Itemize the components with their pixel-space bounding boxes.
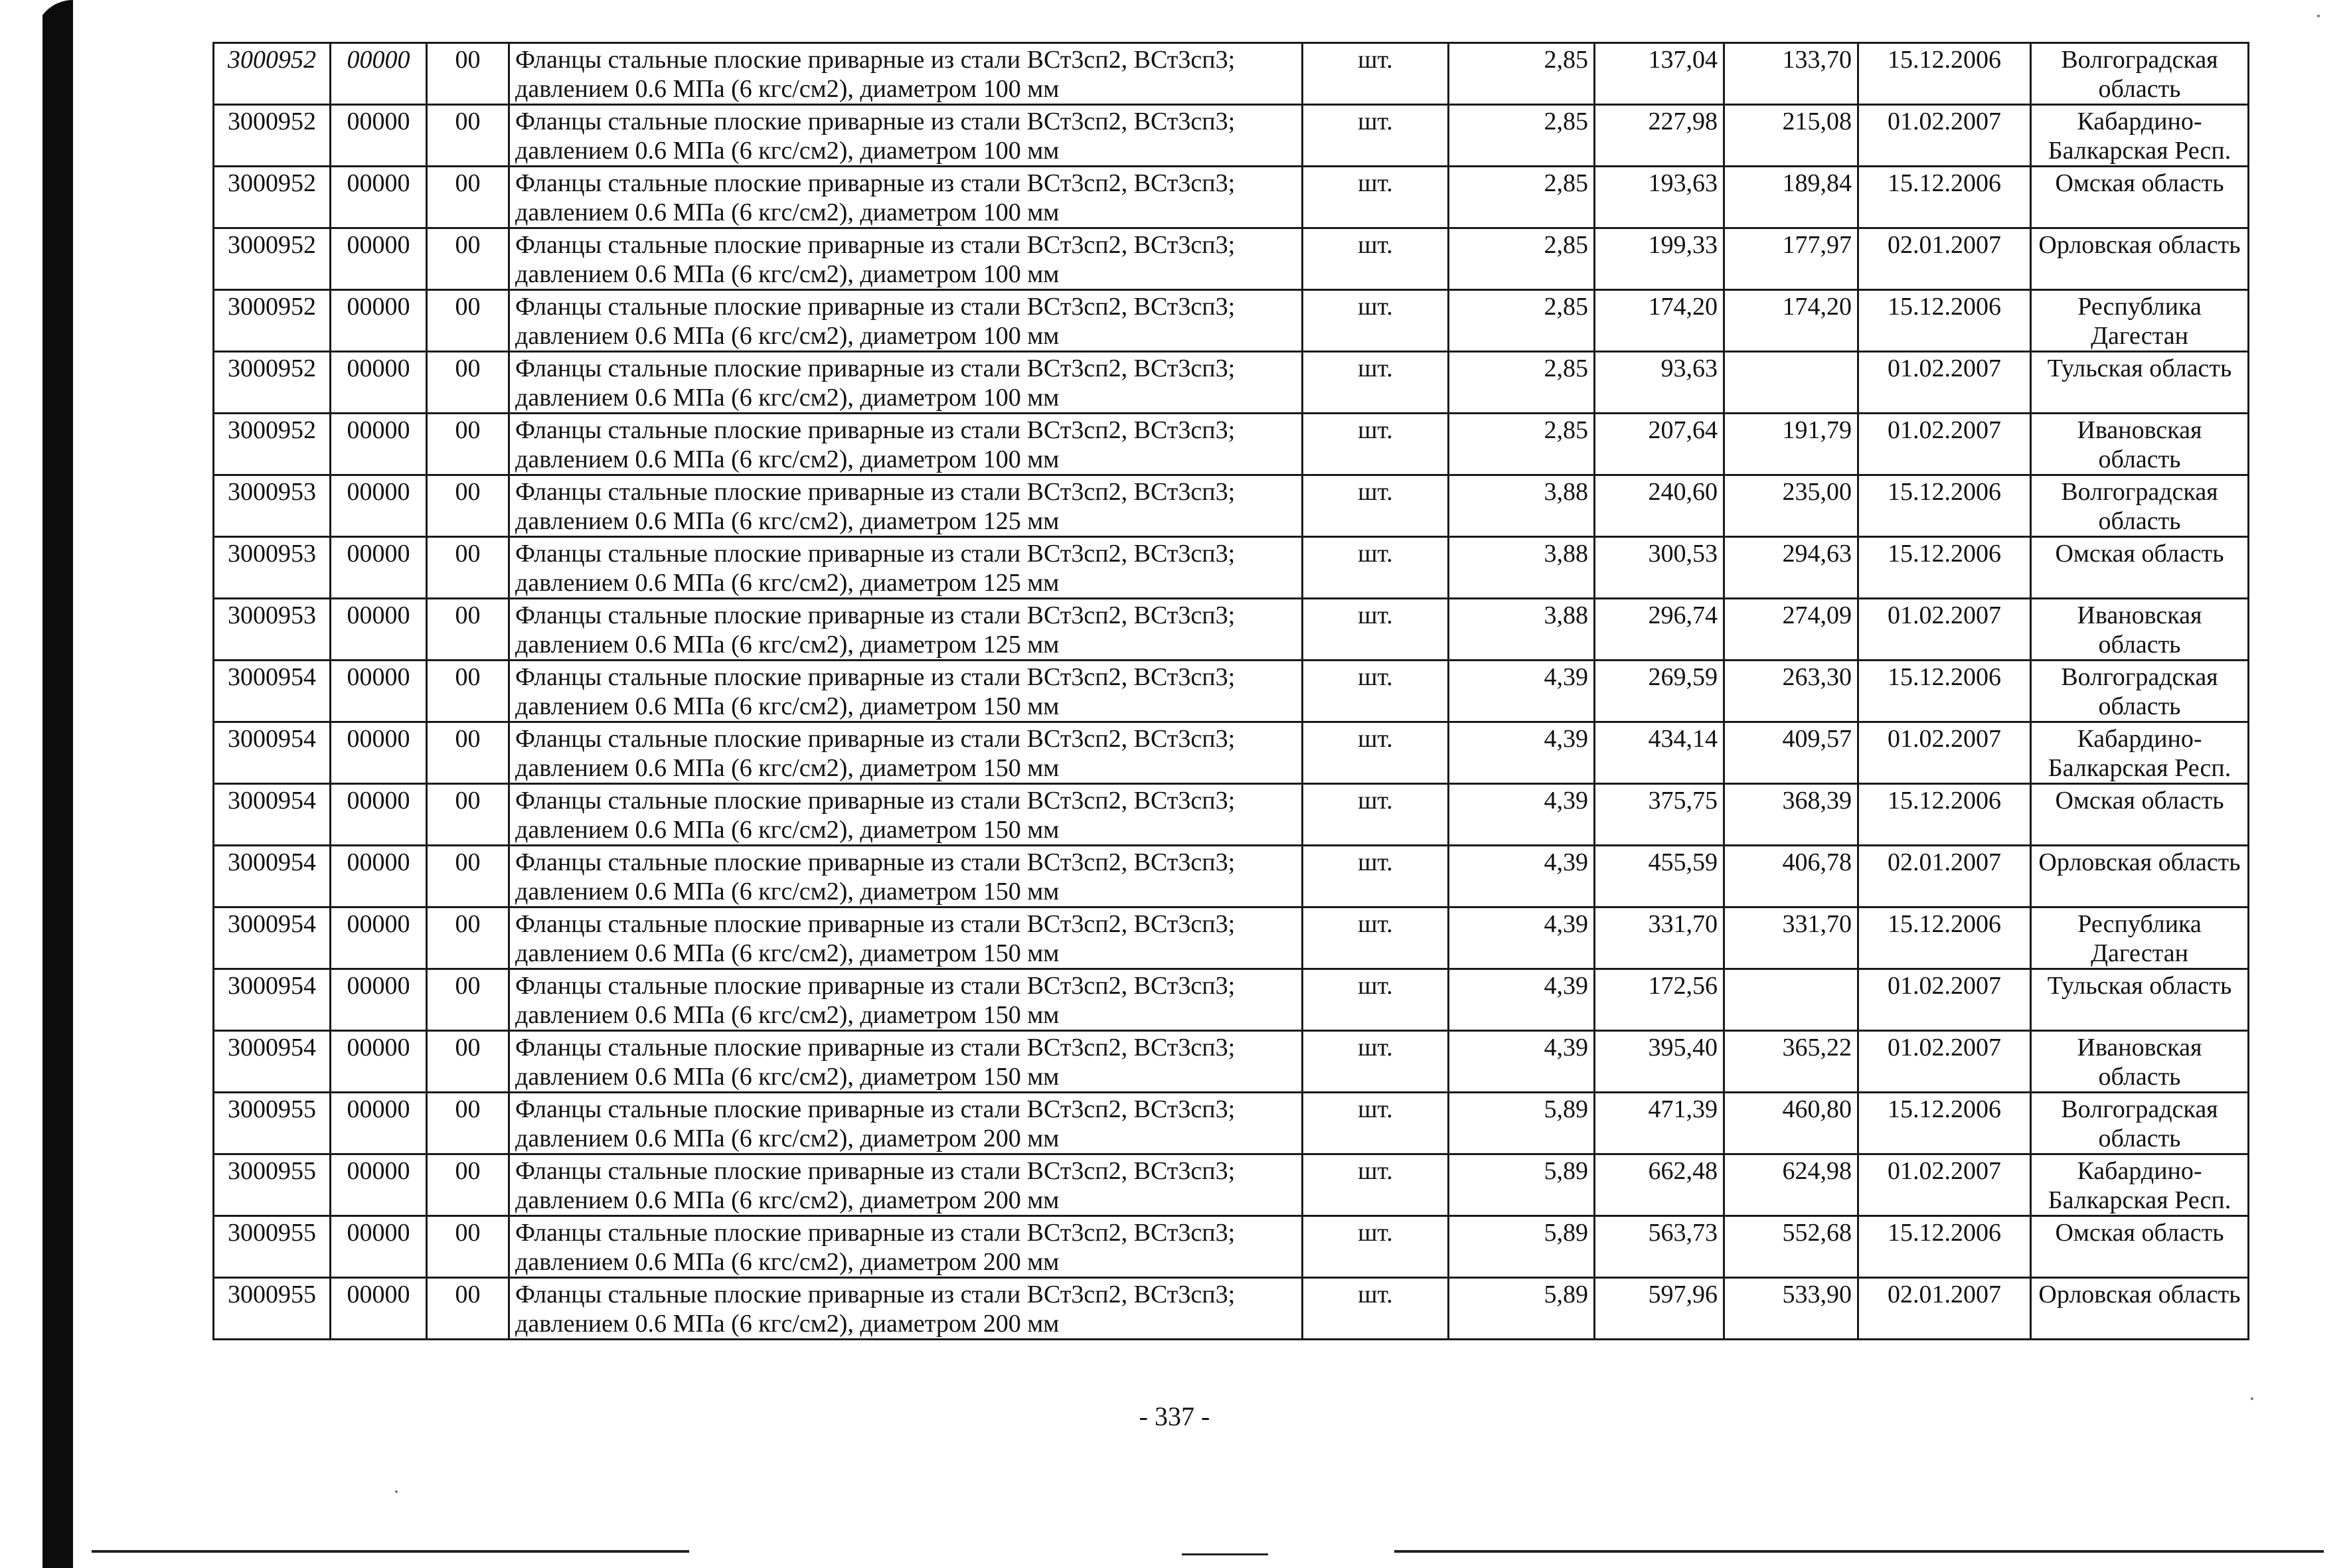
region-cell: Омская область (2031, 1216, 2249, 1278)
weight-cell: 4,39 (1449, 661, 1595, 722)
weight-cell: 4,39 (1449, 722, 1595, 784)
product-name-cell: Фланцы стальные плоские приварные из стали ВСт3сп2, ВСт3сп3; давлением 0.6 МПа (6 кгс/см2), диаметром 100 мм (509, 105, 1303, 167)
price-cell: 662,48 (1595, 1154, 1724, 1216)
variant-code-cell: 00 (427, 907, 509, 969)
price-alt-cell: 294,63 (1724, 537, 1858, 599)
bottom-rule-right (1394, 1550, 2324, 1553)
region-cell: Волгоградская область (2031, 475, 2249, 537)
weight-cell: 4,39 (1449, 1031, 1595, 1093)
sub-code-cell: 00000 (331, 1031, 427, 1093)
region-cell: Ивановская область (2031, 1031, 2249, 1093)
date-cell: 15.12.2006 (1858, 1216, 2031, 1278)
unit-cell: шт. (1303, 43, 1449, 105)
variant-code-cell: 00 (427, 722, 509, 784)
variant-code-cell: 00 (427, 1154, 509, 1216)
product-name-cell: Фланцы стальные плоские приварные из стали ВСт3сп2, ВСт3сп3; давлением 0.6 МПа (6 кгс/см2), диаметром 200 мм (509, 1093, 1303, 1154)
unit-cell: шт. (1303, 290, 1449, 352)
product-code-cell: 3000953 (214, 599, 331, 661)
table-row (214, 352, 2249, 414)
price-cell: 597,96 (1595, 1278, 1724, 1340)
product-name-cell: Фланцы стальные плоские приварные из стали ВСт3сп2, ВСт3сп3; давлением 0.6 МПа (6 кгс/см2), диаметром 150 мм (509, 722, 1303, 784)
variant-code-cell: 00 (427, 414, 509, 475)
price-cell: 172,56 (1595, 969, 1724, 1031)
weight-cell: 3,88 (1449, 599, 1595, 661)
product-name-cell: Фланцы стальные плоские приварные из стали ВСт3сп2, ВСт3сп3; давлением 0.6 МПа (6 кгс/см2), диаметром 125 мм (509, 599, 1303, 661)
weight-cell: 4,39 (1449, 846, 1595, 907)
variant-code-cell: 00 (427, 228, 509, 290)
product-code-cell: 3000952 (214, 290, 331, 352)
product-name-cell: Фланцы стальные плоские приварные из стали ВСт3сп2, ВСт3сп3; давлением 0.6 МПа (6 кгс/см2), диаметром 150 мм (509, 784, 1303, 846)
product-code-cell: 3000952 (214, 105, 331, 167)
weight-cell: 3,88 (1449, 537, 1595, 599)
sub-code-cell: 00000 (331, 352, 427, 414)
date-cell: 15.12.2006 (1858, 661, 2031, 722)
price-cell: 199,33 (1595, 228, 1724, 290)
date-cell: 01.02.2007 (1858, 599, 2031, 661)
product-code-cell: 3000952 (214, 352, 331, 414)
table-row (214, 599, 2249, 661)
table-row (214, 846, 2249, 907)
weight-cell: 5,89 (1449, 1154, 1595, 1216)
region-cell: Орловская область (2031, 846, 2249, 907)
price-alt-cell: 215,08 (1724, 105, 1858, 167)
sub-code-cell: 00000 (331, 907, 427, 969)
price-alt-cell: 174,20 (1724, 290, 1858, 352)
region-cell: Республика Дагестан (2031, 907, 2249, 969)
sub-code-cell: 00000 (331, 846, 427, 907)
weight-cell: 2,85 (1449, 43, 1595, 105)
price-alt-cell: 368,39 (1724, 784, 1858, 846)
table-row (214, 1278, 2249, 1340)
sub-code-cell: 00000 (331, 661, 427, 722)
product-code-cell: 3000955 (214, 1093, 331, 1154)
product-name-cell: Фланцы стальные плоские приварные из стали ВСт3сп2, ВСт3сп3; давлением 0.6 МПа (6 кгс/см2), диаметром 100 мм (509, 352, 1303, 414)
variant-code-cell: 00 (427, 784, 509, 846)
weight-cell: 2,85 (1449, 105, 1595, 167)
date-cell: 01.02.2007 (1858, 414, 2031, 475)
unit-cell: шт. (1303, 722, 1449, 784)
unit-cell: шт. (1303, 167, 1449, 228)
date-cell: 01.02.2007 (1858, 352, 2031, 414)
unit-cell: шт. (1303, 228, 1449, 290)
weight-cell: 2,85 (1449, 228, 1595, 290)
price-cell: 240,60 (1595, 475, 1724, 537)
weight-cell: 5,89 (1449, 1216, 1595, 1278)
table-row (214, 1154, 2249, 1216)
date-cell: 15.12.2006 (1858, 475, 2031, 537)
product-name-cell: Фланцы стальные плоские приварные из стали ВСт3сп2, ВСт3сп3; давлением 0.6 МПа (6 кгс/см2), диаметром 100 мм (509, 43, 1303, 105)
page-number: - 337 - (1139, 1401, 1210, 1431)
table-row (214, 537, 2249, 599)
table-row (214, 722, 2249, 784)
price-alt-cell: 552,68 (1724, 1216, 1858, 1278)
bottom-rule-center (1182, 1553, 1268, 1555)
product-name-cell: Фланцы стальные плоские приварные из стали ВСт3сп2, ВСт3сп3; давлением 0.6 МПа (6 кгс/см2), диаметром 150 мм (509, 907, 1303, 969)
price-cell: 269,59 (1595, 661, 1724, 722)
price-alt-cell: 331,70 (1724, 907, 1858, 969)
table-row (214, 290, 2249, 352)
product-code-cell: 3000952 (214, 167, 331, 228)
product-name-cell: Фланцы стальные плоские приварные из стали ВСт3сп2, ВСт3сп3; давлением 0.6 МПа (6 кгс/см2), диаметром 100 мм (509, 167, 1303, 228)
product-name-cell: Фланцы стальные плоские приварные из стали ВСт3сп2, ВСт3сп3; давлением 0.6 МПа (6 кгс/см2), диаметром 150 мм (509, 846, 1303, 907)
weight-cell: 4,39 (1449, 969, 1595, 1031)
variant-code-cell: 00 (427, 290, 509, 352)
price-cell: 375,75 (1595, 784, 1724, 846)
price-cell: 296,74 (1595, 599, 1724, 661)
weight-cell: 4,39 (1449, 907, 1595, 969)
price-cell: 395,40 (1595, 1031, 1724, 1093)
unit-cell: шт. (1303, 1154, 1449, 1216)
table-row (214, 475, 2249, 537)
product-name-cell: Фланцы стальные плоские приварные из стали ВСт3сп2, ВСт3сп3; давлением 0.6 МПа (6 кгс/см2), диаметром 150 мм (509, 661, 1303, 722)
product-code-cell: 3000954 (214, 907, 331, 969)
product-code-cell: 3000954 (214, 1031, 331, 1093)
region-cell: Волгоградская область (2031, 661, 2249, 722)
region-cell: Кабардино-Балкарская Респ. (2031, 722, 2249, 784)
date-cell: 15.12.2006 (1858, 1093, 2031, 1154)
price-alt-cell (1724, 969, 1858, 1031)
variant-code-cell: 00 (427, 661, 509, 722)
table-body (214, 43, 2249, 1340)
date-cell: 15.12.2006 (1858, 290, 2031, 352)
table-row (214, 228, 2249, 290)
price-alt-cell: 406,78 (1724, 846, 1858, 907)
table-row (214, 907, 2249, 969)
date-cell: 15.12.2006 (1858, 537, 2031, 599)
product-code-cell: 3000954 (214, 722, 331, 784)
unit-cell: шт. (1303, 907, 1449, 969)
table-row (214, 414, 2249, 475)
sub-code-cell: 00000 (331, 228, 427, 290)
region-cell: Омская область (2031, 167, 2249, 228)
weight-cell: 5,89 (1449, 1278, 1595, 1340)
variant-code-cell: 00 (427, 846, 509, 907)
price-alt-cell: 235,00 (1724, 475, 1858, 537)
weight-cell: 2,85 (1449, 414, 1595, 475)
price-alt-cell: 263,30 (1724, 661, 1858, 722)
scan-speck (2251, 1397, 2253, 1400)
price-alt-cell: 191,79 (1724, 414, 1858, 475)
price-alt-cell: 624,98 (1724, 1154, 1858, 1216)
sub-code-cell: 00000 (331, 475, 427, 537)
price-alt-cell: 533,90 (1724, 1278, 1858, 1340)
table-row (214, 167, 2249, 228)
unit-cell: шт. (1303, 414, 1449, 475)
product-code-cell: 3000952 (214, 228, 331, 290)
product-code-cell: 3000952 (214, 414, 331, 475)
sub-code-cell: 00000 (331, 105, 427, 167)
date-cell: 01.02.2007 (1858, 969, 2031, 1031)
weight-cell: 5,89 (1449, 1093, 1595, 1154)
region-cell: Тульская область (2031, 352, 2249, 414)
region-cell: Ивановская область (2031, 599, 2249, 661)
variant-code-cell: 00 (427, 1216, 509, 1278)
sub-code-cell: 00000 (331, 290, 427, 352)
price-cell: 137,04 (1595, 43, 1724, 105)
sub-code-cell: 00000 (331, 722, 427, 784)
price-cell: 193,63 (1595, 167, 1724, 228)
sub-code-cell: 00000 (331, 167, 427, 228)
variant-code-cell: 00 (427, 167, 509, 228)
product-code-cell: 3000955 (214, 1278, 331, 1340)
region-cell: Орловская область (2031, 228, 2249, 290)
product-code-cell: 3000954 (214, 846, 331, 907)
sub-code-cell: 00000 (331, 1278, 427, 1340)
price-alt-cell: 409,57 (1724, 722, 1858, 784)
date-cell: 02.01.2007 (1858, 228, 2031, 290)
price-cell: 227,98 (1595, 105, 1724, 167)
unit-cell: шт. (1303, 661, 1449, 722)
bottom-rule-left (92, 1550, 689, 1553)
variant-code-cell: 00 (427, 1031, 509, 1093)
date-cell: 01.02.2007 (1858, 105, 2031, 167)
price-cell: 434,14 (1595, 722, 1724, 784)
unit-cell: шт. (1303, 537, 1449, 599)
variant-code-cell: 00 (427, 599, 509, 661)
product-name-cell: Фланцы стальные плоские приварные из стали ВСт3сп2, ВСт3сп3; давлением 0.6 МПа (6 кгс/см2), диаметром 200 мм (509, 1216, 1303, 1278)
price-cell: 174,20 (1595, 290, 1724, 352)
table-row (214, 105, 2249, 167)
sub-code-cell: 00000 (331, 1093, 427, 1154)
region-cell: Кабардино-Балкарская Респ. (2031, 105, 2249, 167)
product-name-cell: Фланцы стальные плоские приварные из стали ВСт3сп2, ВСт3сп3; давлением 0.6 МПа (6 кгс/см2), диаметром 200 мм (509, 1278, 1303, 1340)
price-cell: 563,73 (1595, 1216, 1724, 1278)
sub-code-cell: 00000 (331, 537, 427, 599)
product-name-cell: Фланцы стальные плоские приварные из стали ВСт3сп2, ВСт3сп3; давлением 0.6 МПа (6 кгс/см2), диаметром 100 мм (509, 414, 1303, 475)
unit-cell: шт. (1303, 969, 1449, 1031)
price-alt-cell: 274,09 (1724, 599, 1858, 661)
variant-code-cell: 00 (427, 352, 509, 414)
variant-code-cell: 00 (427, 1278, 509, 1340)
weight-cell: 2,85 (1449, 352, 1595, 414)
date-cell: 15.12.2006 (1858, 167, 2031, 228)
product-name-cell: Фланцы стальные плоские приварные из стали ВСт3сп2, ВСт3сп3; давлением 0.6 МПа (6 кгс/см2), диаметром 150 мм (509, 969, 1303, 1031)
price-alt-cell: 365,22 (1724, 1031, 1858, 1093)
product-code-cell: 3000952 (214, 43, 331, 105)
variant-code-cell: 00 (427, 105, 509, 167)
region-cell: Ивановская область (2031, 414, 2249, 475)
price-cell: 300,53 (1595, 537, 1724, 599)
price-table (212, 42, 2249, 1340)
price-alt-cell (1724, 352, 1858, 414)
date-cell: 01.02.2007 (1858, 722, 2031, 784)
region-cell: Орловская область (2031, 1278, 2249, 1340)
weight-cell: 2,85 (1449, 167, 1595, 228)
scan-speck (395, 1490, 398, 1493)
sub-code-cell: 00000 (331, 43, 427, 105)
date-cell: 01.02.2007 (1858, 1154, 2031, 1216)
product-name-cell: Фланцы стальные плоские приварные из стали ВСт3сп2, ВСт3сп3; давлением 0.6 МПа (6 кгс/см2), диаметром 125 мм (509, 537, 1303, 599)
product-code-cell: 3000954 (214, 969, 331, 1031)
region-cell: Республика Дагестан (2031, 290, 2249, 352)
sub-code-cell: 00000 (331, 969, 427, 1031)
date-cell: 15.12.2006 (1858, 907, 2031, 969)
weight-cell: 2,85 (1449, 290, 1595, 352)
scan-edge-highlight (27, 0, 42, 1568)
product-code-cell: 3000953 (214, 475, 331, 537)
table-row (214, 43, 2249, 105)
product-code-cell: 3000954 (214, 661, 331, 722)
table-row (214, 1216, 2249, 1278)
price-cell: 331,70 (1595, 907, 1724, 969)
unit-cell: шт. (1303, 1216, 1449, 1278)
date-cell: 02.01.2007 (1858, 1278, 2031, 1340)
table-row (214, 1031, 2249, 1093)
region-cell: Волгоградская область (2031, 1093, 2249, 1154)
price-alt-cell: 189,84 (1724, 167, 1858, 228)
weight-cell: 4,39 (1449, 784, 1595, 846)
price-cell: 207,64 (1595, 414, 1724, 475)
product-code-cell: 3000955 (214, 1216, 331, 1278)
sub-code-cell: 00000 (331, 414, 427, 475)
table-row (214, 784, 2249, 846)
variant-code-cell: 00 (427, 537, 509, 599)
table-row (214, 969, 2249, 1031)
sub-code-cell: 00000 (331, 599, 427, 661)
price-alt-cell: 460,80 (1724, 1093, 1858, 1154)
variant-code-cell: 00 (427, 475, 509, 537)
product-name-cell: Фланцы стальные плоские приварные из стали ВСт3сп2, ВСт3сп3; давлением 0.6 МПа (6 кгс/см2), диаметром 100 мм (509, 228, 1303, 290)
price-cell: 471,39 (1595, 1093, 1724, 1154)
product-code-cell: 3000955 (214, 1154, 331, 1216)
unit-cell: шт. (1303, 105, 1449, 167)
unit-cell: шт. (1303, 1031, 1449, 1093)
weight-cell: 3,88 (1449, 475, 1595, 537)
unit-cell: шт. (1303, 352, 1449, 414)
region-cell: Омская область (2031, 537, 2249, 599)
scan-speck (2317, 15, 2320, 17)
variant-code-cell: 00 (427, 969, 509, 1031)
product-name-cell: Фланцы стальные плоские приварные из стали ВСт3сп2, ВСт3сп3; давлением 0.6 МПа (6 кгс/см2), диаметром 200 мм (509, 1154, 1303, 1216)
unit-cell: шт. (1303, 784, 1449, 846)
price-alt-cell: 133,70 (1724, 43, 1858, 105)
date-cell: 01.02.2007 (1858, 1031, 2031, 1093)
region-cell: Тульская область (2031, 969, 2249, 1031)
region-cell: Омская область (2031, 784, 2249, 846)
sub-code-cell: 00000 (331, 784, 427, 846)
unit-cell: шт. (1303, 1278, 1449, 1340)
product-code-cell: 3000954 (214, 784, 331, 846)
price-cell: 455,59 (1595, 846, 1724, 907)
date-cell: 15.12.2006 (1858, 43, 2031, 105)
product-name-cell: Фланцы стальные плоские приварные из стали ВСт3сп2, ВСт3сп3; давлением 0.6 МПа (6 кгс/см2), диаметром 125 мм (509, 475, 1303, 537)
product-name-cell: Фланцы стальные плоские приварные из стали ВСт3сп2, ВСт3сп3; давлением 0.6 МПа (6 кгс/см2), диаметром 100 мм (509, 290, 1303, 352)
sub-code-cell: 00000 (331, 1154, 427, 1216)
unit-cell: шт. (1303, 846, 1449, 907)
unit-cell: шт. (1303, 475, 1449, 537)
product-code-cell: 3000953 (214, 537, 331, 599)
table-row (214, 1093, 2249, 1154)
unit-cell: шт. (1303, 1093, 1449, 1154)
date-cell: 15.12.2006 (1858, 784, 2031, 846)
table-row (214, 661, 2249, 722)
region-cell: Волгоградская область (2031, 43, 2249, 105)
product-name-cell: Фланцы стальные плоские приварные из стали ВСт3сп2, ВСт3сп3; давлением 0.6 МПа (6 кгс/см2), диаметром 150 мм (509, 1031, 1303, 1093)
variant-code-cell: 00 (427, 43, 509, 105)
variant-code-cell: 00 (427, 1093, 509, 1154)
price-alt-cell: 177,97 (1724, 228, 1858, 290)
price-cell: 93,63 (1595, 352, 1724, 414)
unit-cell: шт. (1303, 599, 1449, 661)
region-cell: Кабардино-Балкарская Респ. (2031, 1154, 2249, 1216)
date-cell: 02.01.2007 (1858, 846, 2031, 907)
sub-code-cell: 00000 (331, 1216, 427, 1278)
